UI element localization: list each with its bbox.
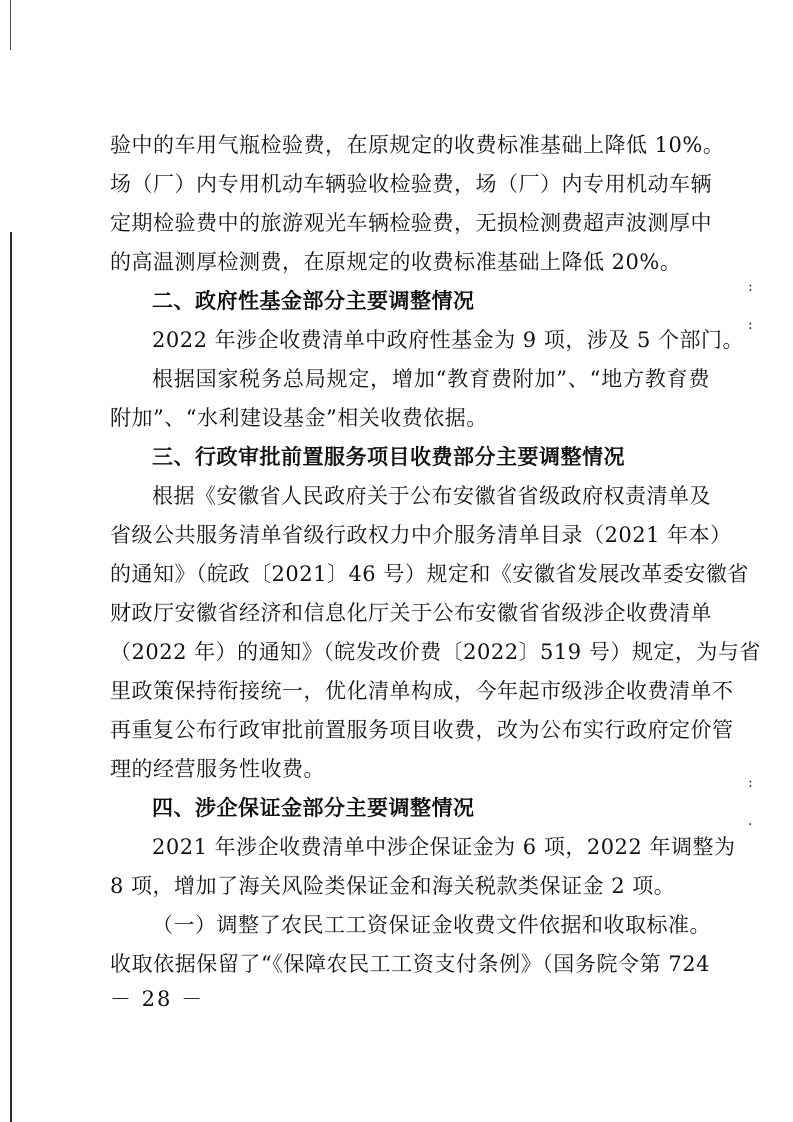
body-text-line: （一）调整了农民工工资保证金收费文件依据和收取标准。 (152, 913, 711, 937)
section-heading: 三、行政审批前置服务项目收费部分主要调整情况 (152, 445, 625, 469)
body-text-line: 2022 年涉企收费清单中政府性基金为 9 项，涉及 5 个部门。 (152, 328, 745, 352)
body-text-line: 再重复公布行政审批前置服务项目收费，改为公布实行政府定价管 (110, 718, 734, 742)
section-heading: 二、政府性基金部分主要调整情况 (152, 289, 475, 313)
margin-mark: : (748, 279, 753, 295)
body-text-line: 2021 年涉企收费清单中涉企保证金为 6 项，2022 年调整为 (152, 835, 736, 859)
body-text-line: 8 项，增加了海关风险类保证金和海关税款类保证金 2 项。 (110, 874, 676, 898)
body-text-line: 理的经营服务性收费。 (110, 757, 325, 781)
body-text-line: 定期检验费中的旅游观光车辆检验费，无损检测费超声波测厚中 (110, 211, 712, 235)
body-text-line: 里政策保持衔接统一，优化清单构成，今年起市级涉企收费清单不 (110, 679, 734, 703)
body-text-line: 根据国家税务总局规定，增加“教育费附加”、“地方教育费 (152, 367, 710, 391)
body-text-line: （2022 年）的通知》（皖发改价费〔2022〕519 号）规定，为与省 (110, 640, 761, 664)
body-text-line: 的高温测厚检测费，在原规定的收费标准基础上降低 20%。 (110, 250, 682, 274)
binding-line (10, 232, 12, 1122)
body-text-line: 场（厂）内专用机动车辆验收检验费，场（厂）内专用机动车辆 (110, 172, 712, 196)
body-text-line: 的通知》（皖政〔2021〕46 号）规定和《安徽省发展改革委安徽省 (110, 562, 749, 586)
margin-mark: · (748, 817, 753, 833)
body-text-line: 根据《安徽省人民政府关于公布安徽省省级政府权责清单及 (152, 484, 711, 508)
body-text-line: 财政厅安徽省经济和信息化厅关于公布安徽省省级涉企收费清单 (110, 601, 712, 625)
body-text-line: 验中的车用气瓶检验费，在原规定的收费标准基础上降低 10%。 (110, 133, 725, 157)
body-text-line: 收取依据保留了“《保障农民工工资支付条例》（国务院令第 724 (110, 952, 710, 976)
section-heading: 四、涉企保证金部分主要调整情况 (152, 796, 475, 820)
body-text-line: 省级公共服务清单省级行政权力中介服务清单目录（2021 年本） (110, 523, 732, 547)
left-edge-line (10, 0, 11, 50)
margin-mark: : (748, 317, 753, 333)
page-number: － 28 － (110, 987, 205, 1011)
margin-mark: : (748, 775, 753, 791)
body-text-line: 附加”、“水利建设基金”相关收费依据。 (110, 406, 488, 430)
